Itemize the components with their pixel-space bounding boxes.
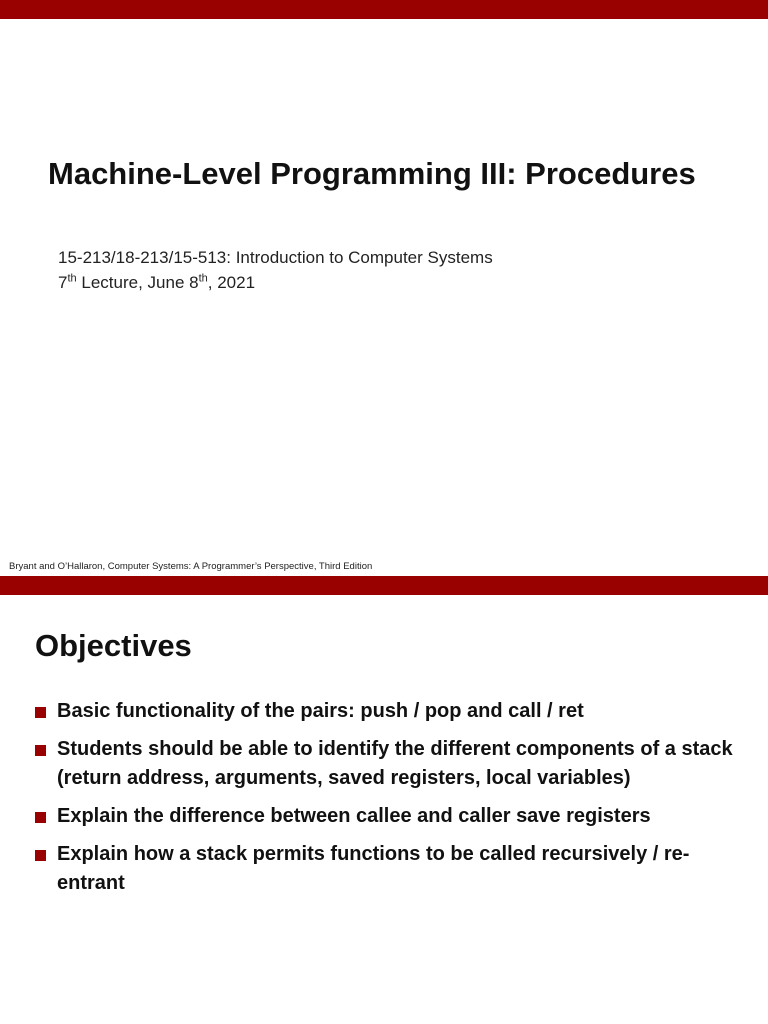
objectives-list bbox=[35, 697, 735, 907]
objectives-slide bbox=[0, 576, 768, 1024]
slide-title: Machine-Level Programming III: Procedures bbox=[48, 156, 696, 191]
list-item bbox=[35, 735, 735, 793]
course-name: 15-213/18-213/15-513: Introduction to Computer Systems bbox=[58, 248, 493, 267]
bullet-text: Explain the difference between callee and caller save registers bbox=[57, 805, 651, 827]
bullet-text: Basic functionality of the pairs: push / pop and call / ret bbox=[57, 700, 584, 722]
lecture-number-suffix: th bbox=[67, 272, 77, 285]
slide-header-bar bbox=[0, 576, 768, 595]
list-item bbox=[35, 697, 735, 726]
square-bullet-icon bbox=[35, 850, 46, 861]
lecture-year: , 2021 bbox=[207, 273, 256, 292]
square-bullet-icon bbox=[35, 812, 46, 823]
lecture-date: Lecture, June 8 bbox=[76, 273, 199, 292]
square-bullet-icon bbox=[35, 707, 46, 718]
list-item bbox=[35, 840, 735, 898]
bullet-text: Students should be able to identify the different components of a stack (return address, arguments, saved registers, local variables) bbox=[57, 738, 733, 789]
lecture-date-suffix: th bbox=[198, 272, 208, 285]
lecture-info bbox=[58, 270, 493, 295]
slide-subtitle bbox=[58, 245, 493, 295]
lecture-number: 7 bbox=[58, 273, 68, 292]
slide-header-bar bbox=[0, 0, 768, 19]
slide-heading: Objectives bbox=[35, 628, 192, 663]
square-bullet-icon bbox=[35, 745, 46, 756]
bullet-text: Explain how a stack permits functions to be called recursively / re-entrant bbox=[57, 843, 690, 894]
list-item bbox=[35, 802, 735, 831]
slide-footer: Bryant and O’Hallaron, Computer Systems: A Programmer’s Perspective, Third Edition bbox=[9, 561, 373, 572]
